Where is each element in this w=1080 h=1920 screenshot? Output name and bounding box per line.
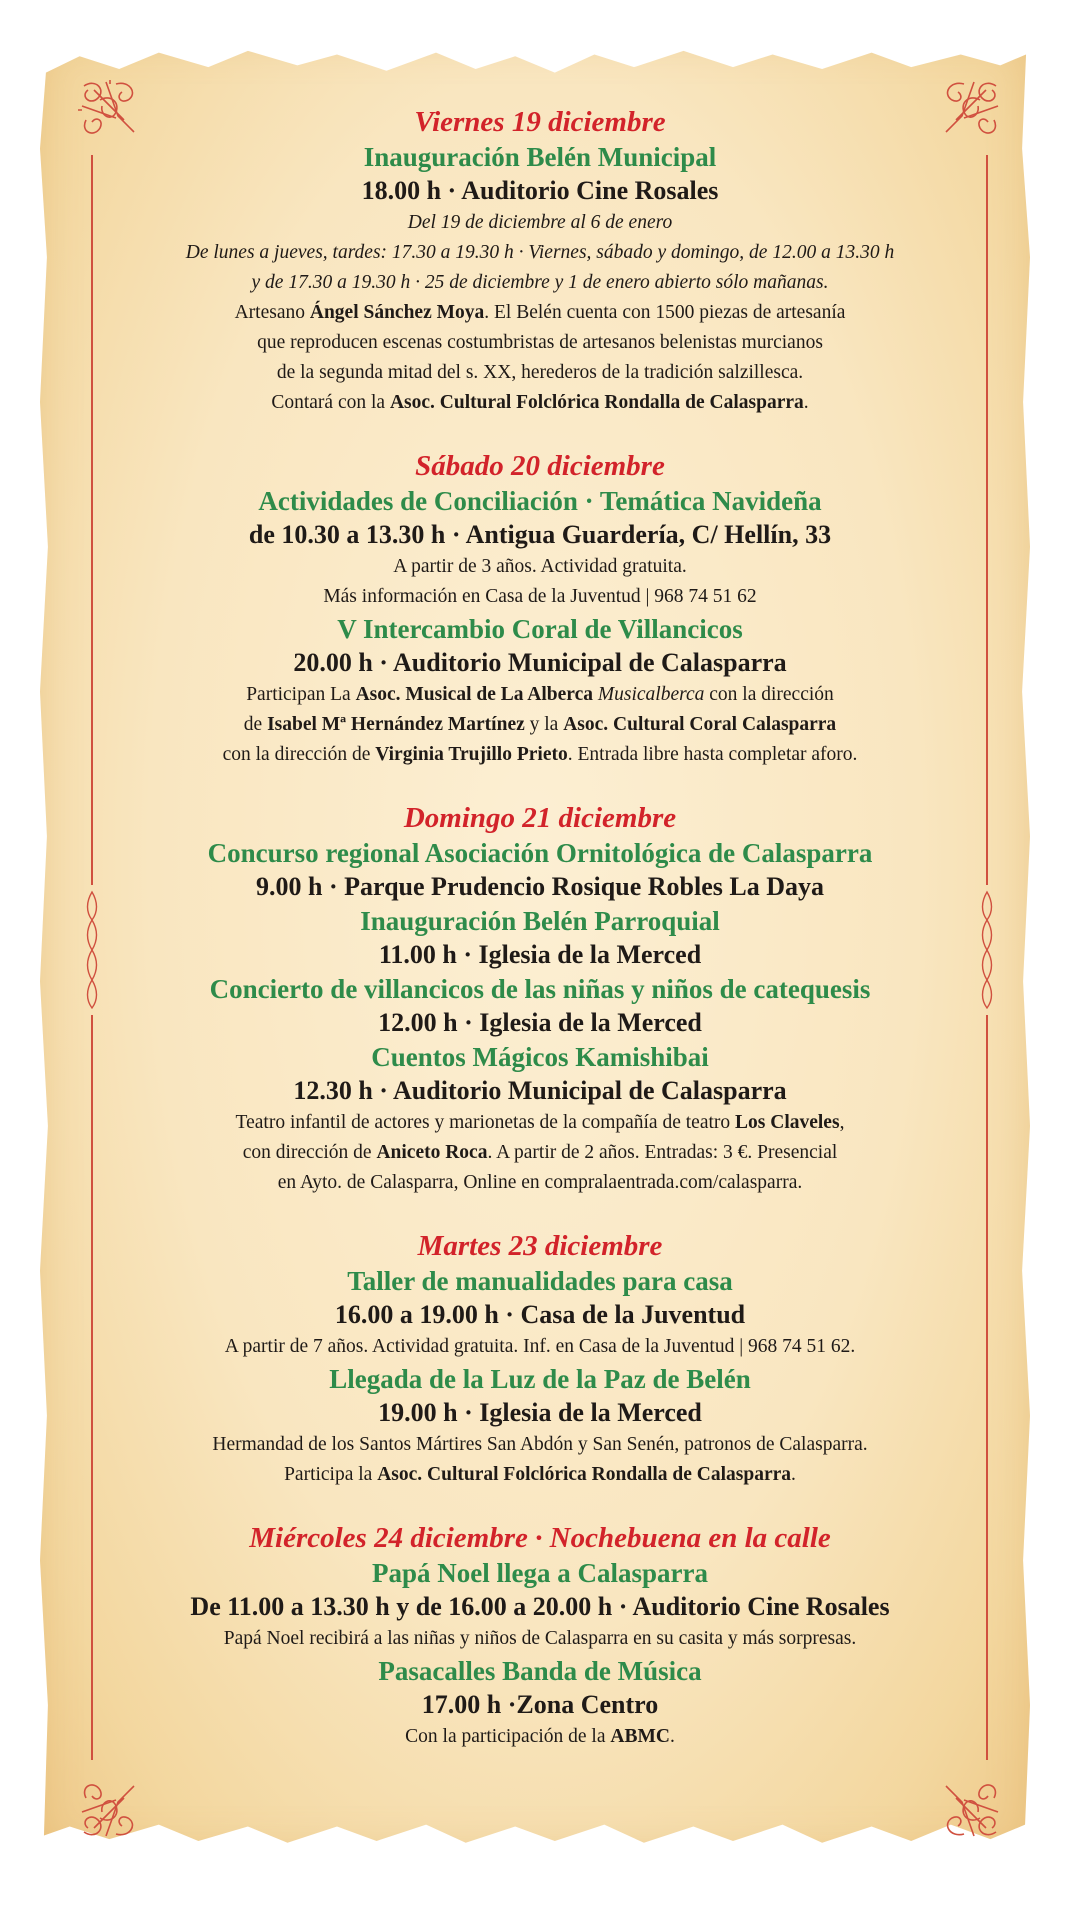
note-text: Participa la <box>284 1464 378 1485</box>
note-text: con la dirección <box>704 684 834 705</box>
note-text: . <box>791 1464 796 1485</box>
right-border-line-bottom <box>986 1015 988 1760</box>
note-text: Teatro infantil de actores y marionetas de la compañía de teatro <box>235 1112 736 1133</box>
note-bold-text: Asoc. Musical de La Alberca <box>355 684 593 705</box>
event-note <box>100 1108 980 1138</box>
event-note: y de 17.30 a 19.30 h · 25 de diciembre y 1 de enero abierto sólo mañanas. <box>251 272 829 293</box>
event-time-place: 19.00 h · Iglesia de la Merced <box>378 1398 702 1427</box>
event-time-place: 18.00 h · Auditorio Cine Rosales <box>361 176 719 205</box>
event-note: Más información en Casa de la Juventud | 968 74 51 62 <box>323 586 757 607</box>
note-bold-text: Los Claveles <box>735 1112 840 1133</box>
knot-divider-icon <box>84 890 100 1010</box>
event-note <box>100 388 980 418</box>
event-note <box>100 740 980 770</box>
day-section-domingo-21 <box>100 800 980 1198</box>
event-title: Inauguración Belén Parroquial <box>360 906 720 936</box>
event-time-place: De 11.00 a 13.30 h y de 16.00 a 20.00 h · Auditorio Cine Rosales <box>190 1592 890 1621</box>
right-border-line-top <box>986 155 988 885</box>
day-section-viernes-19 <box>100 104 980 418</box>
note-bold-text: ABMC <box>610 1726 670 1747</box>
note-bold-text: Aniceto Roca <box>376 1142 488 1163</box>
note-bold-text: Virginia Trujillo Prieto <box>375 744 568 765</box>
day-heading: Domingo 21 diciembre <box>403 802 677 834</box>
event-program <box>100 104 980 1752</box>
section-spacer <box>100 1198 980 1228</box>
note-text: Contará con la <box>271 392 390 413</box>
event-note: A partir de 3 años. Actividad gratuita. <box>393 556 687 577</box>
event-note: en Ayto. de Calasparra, Online en compralaentrada.com/calasparra. <box>277 1172 803 1193</box>
event-note: De lunes a jueves, tardes: 17.30 a 19.30 h · Viernes, sábado y domingo, de 12.00 a 13.30 h <box>185 242 895 263</box>
event-note <box>100 1138 980 1168</box>
event-note: de la segunda mitad del s. XX, herederos de la tradición salzillesca. <box>276 362 804 383</box>
event-time-place: de 10.30 a 13.30 h · Antigua Guardería, C/ Hellín, 33 <box>248 520 832 549</box>
note-text: . A partir de 2 años. Entradas: 3 €. Presencial <box>487 1142 838 1163</box>
celtic-knot-icon <box>76 1776 142 1842</box>
note-bold-text: Asoc. Cultural Coral Calasparra <box>563 714 837 735</box>
note-text: Participan La <box>246 684 356 705</box>
left-border-line-bottom <box>91 1015 93 1760</box>
knot-divider-icon <box>979 890 995 1010</box>
event-note <box>100 298 980 328</box>
note-italic-text: Musicalberca <box>593 684 705 705</box>
note-text: . <box>669 1726 675 1747</box>
day-section-sabado-20 <box>100 448 980 770</box>
celtic-knot-icon <box>938 1776 1004 1842</box>
day-section-miercoles-24 <box>100 1520 980 1752</box>
event-note: que reproducen escenas costumbristas de artesanos belenistas murcianos <box>257 332 823 353</box>
event-title: Papá Noel llega a Calasparra <box>372 1558 708 1588</box>
note-text: , <box>839 1112 845 1133</box>
note-text: . El Belén cuenta con 1500 piezas de artesanía <box>484 302 846 323</box>
event-note <box>100 680 980 710</box>
note-bold-text: Asoc. Cultural Folclórica Rondalla de Calasparra <box>377 1464 792 1485</box>
note-text: Artesano <box>234 302 310 323</box>
section-spacer <box>100 1490 980 1520</box>
event-title: Inauguración Belén Municipal <box>363 142 717 172</box>
event-title: Cuentos Mágicos Kamishibai <box>371 1042 709 1072</box>
event-time-place: 11.00 h · Iglesia de la Merced <box>378 940 702 969</box>
event-note: Papá Noel recibirá a las niñas y niños de Calasparra en su casita y más sorpresas. <box>223 1628 857 1649</box>
event-title: Actividades de Conciliación · Temática Navideña <box>258 486 822 516</box>
event-time-place: 17.00 h ·Zona Centro <box>421 1690 659 1719</box>
event-note <box>100 1460 980 1490</box>
note-text: de <box>243 714 268 735</box>
note-text: con la dirección de <box>222 744 376 765</box>
event-time-place: 12.30 h · Auditorio Municipal de Calasparra <box>293 1076 787 1105</box>
event-note <box>100 1722 980 1752</box>
event-note: Hermandad de los Santos Mártires San Abdón y San Senén, patronos de Calasparra. <box>212 1434 868 1455</box>
left-border-line-top <box>91 155 93 885</box>
note-bold-text: Asoc. Cultural Folclórica Rondalla de Calasparra <box>389 392 804 413</box>
event-time-place: 20.00 h · Auditorio Municipal de Calasparra <box>293 648 787 677</box>
day-section-martes-23 <box>100 1228 980 1490</box>
event-note <box>100 710 980 740</box>
note-text: . <box>803 392 809 413</box>
note-bold-text: Isabel Mª Hernández Martínez <box>267 714 525 735</box>
event-title: Concurso regional Asociación Ornitológica de Calasparra <box>207 838 873 868</box>
note-bold-text: Ángel Sánchez Moya <box>309 302 485 323</box>
section-spacer <box>100 418 980 448</box>
event-title: Taller de manualidades para casa <box>347 1266 733 1296</box>
event-time-place: 12.00 h · Iglesia de la Merced <box>378 1008 702 1037</box>
note-text: Con la participación de la <box>405 1726 611 1747</box>
event-time-place: 16.00 a 19.00 h · Casa de la Juventud <box>334 1300 746 1329</box>
event-title: Concierto de villancicos de las niñas y niños de catequesis <box>209 974 871 1004</box>
day-heading: Miércoles 24 diciembre · Nochebuena en la calle <box>249 1522 831 1554</box>
event-note: A partir de 7 años. Actividad gratuita. Inf. en Casa de la Juventud | 968 74 51 62. <box>224 1336 856 1357</box>
day-heading: Viernes 19 diciembre <box>414 106 666 138</box>
note-text: . Entrada libre hasta completar aforo. <box>567 744 858 765</box>
note-text: con dirección de <box>242 1142 377 1163</box>
event-note: Del 19 de diciembre al 6 de enero <box>407 212 673 233</box>
note-text: y la <box>524 714 564 735</box>
event-title: V Intercambio Coral de Villancicos <box>337 614 743 644</box>
day-heading: Sábado 20 diciembre <box>415 450 665 482</box>
section-spacer <box>100 770 980 800</box>
event-title: Llegada de la Luz de la Paz de Belén <box>329 1364 751 1394</box>
event-time-place: 9.00 h · Parque Prudencio Rosique Robles La Daya <box>256 872 824 901</box>
day-heading: Martes 23 diciembre <box>417 1230 663 1262</box>
event-title: Pasacalles Banda de Música <box>378 1656 702 1686</box>
